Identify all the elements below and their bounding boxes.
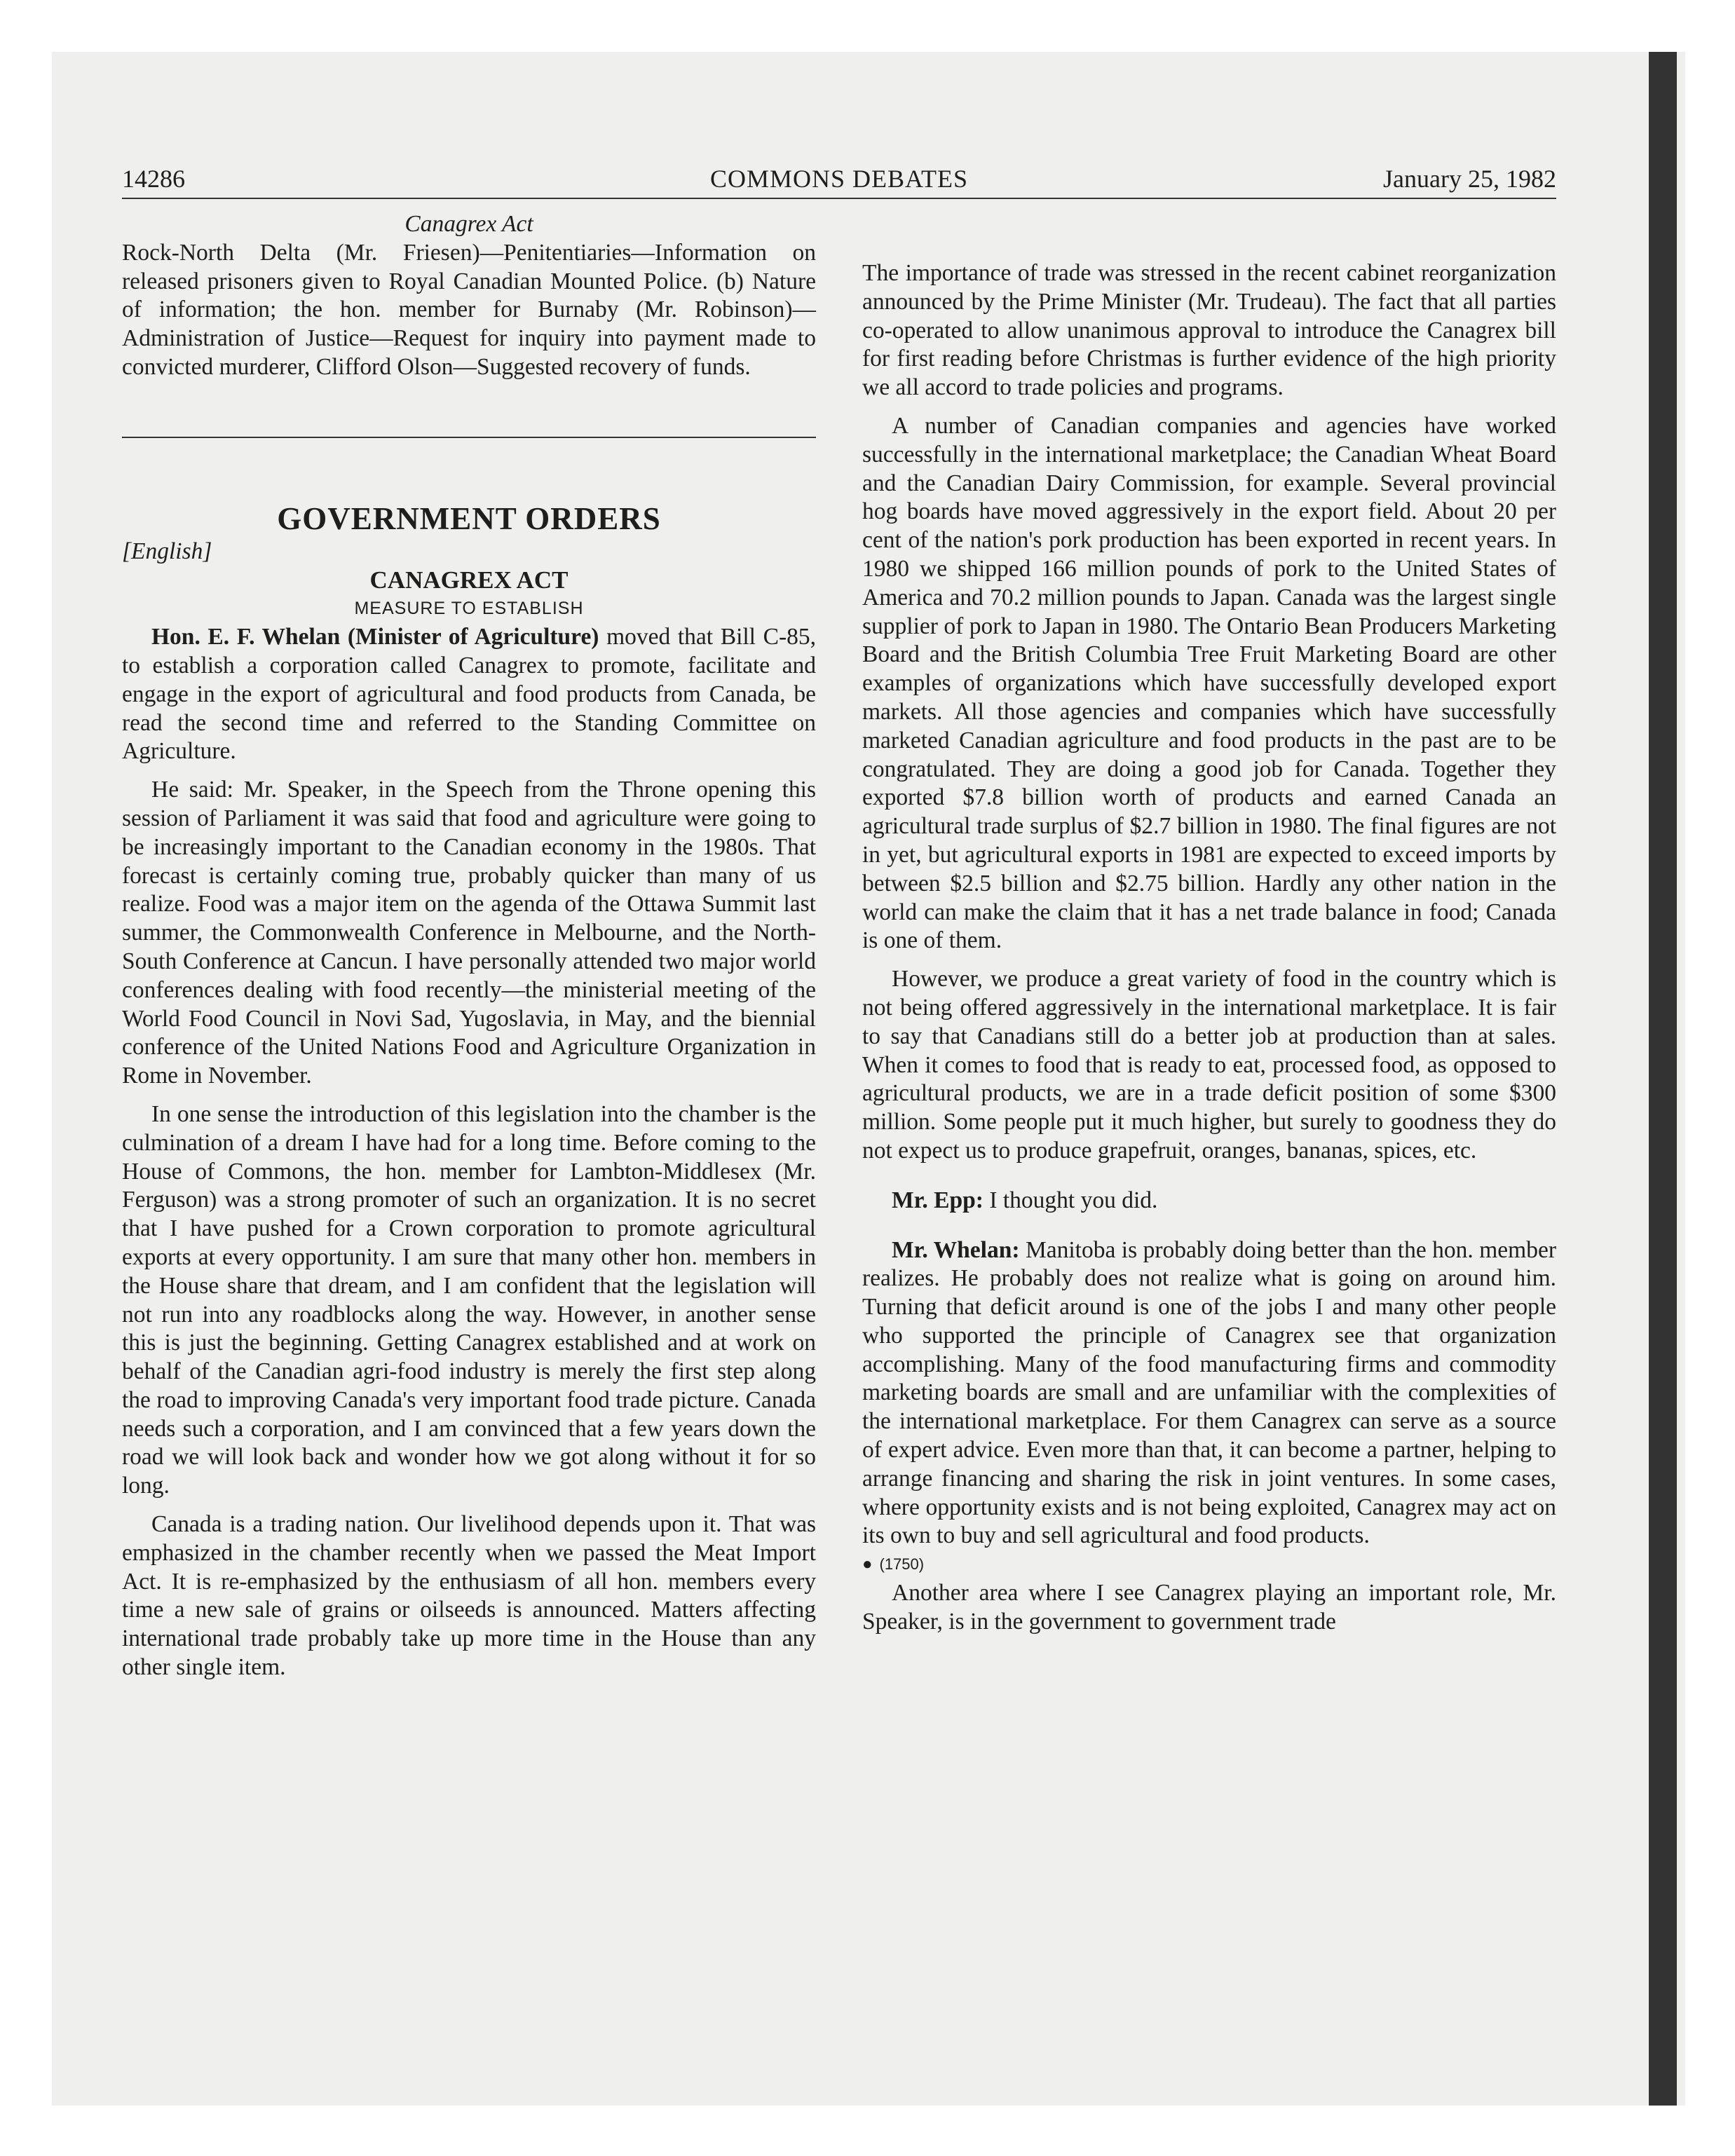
paragraph: Another area where I see Canagrex playing an important role, Mr. Speaker, is in the government to government trade <box>862 1580 1556 1635</box>
motion-paragraph <box>122 623 816 766</box>
time-marker <box>862 1550 1556 1579</box>
language-tag: [English] <box>122 538 212 564</box>
section-title: GOVERNMENT ORDERS <box>277 500 661 536</box>
act-subtitle: MEASURE TO ESTABLISH <box>354 599 584 619</box>
speaker-name: Hon. E. F. Whelan (Minister of Agriculture) <box>151 624 599 650</box>
time-marker-text: (1750) <box>879 1555 925 1574</box>
speech-paragraph <box>862 1236 1556 1551</box>
interjection-text: I thought you did. <box>983 1187 1158 1213</box>
speaker-name: Mr. Whelan: <box>892 1236 1020 1263</box>
act-title: CANAGREX ACT <box>369 566 569 594</box>
speech-text: Manitoba is probably doing better than the hon. member realizes. He probably does not realize what is going on around him. Turning that deficit around is one of the jobs I and many other people who supported the principle of Canagrex see that organization accomplishing. Many of the food manufacturing firms and commodity marketing boards are small and are unfamiliar with the complexities of the international marketplace. For them Canagrex can serve as a source of expert advice. Even more than that, it can become a partner, helping to arrange financing and sharing the risk in joint ventures. In some cases, where opportunity exists and is not being exploited, Canagrex may act on its own to buy and sell agricultural and food products. <box>862 1236 1557 1549</box>
intro-paragraph: Rock-North Delta (Mr. Friesen)—Penitentiaries—Information on released prisoners given to Royal Canadian Mounted Police. (b) Nature of information; the hon. member for Burnaby (Mr. Robinson)—Administration of Justice—Request for inquiry into payment made to convicted murderer, Clifford Olson—Suggested recovery of funds. <box>122 239 816 380</box>
paragraph: Canada is a trading nation. Our livelihood depends upon it. That was emphasized in the chamber recently when we passed the Meat Import Act. It is re-emphasized by the enthusiasm of all hon. members every time a new sale of grains or oilseeds is announced. Matters affecting international trade probably take up more time in the House than any other single item. <box>122 1511 816 1681</box>
paragraph: However, we produce a great variety of food in the country which is not being offered aggressively in the international marketplace. It is fair to say that Canadians still do a better job at production than at sales. When it comes to food that is ready to eat, processed food, as opposed to agricultural products, we are in a trade deficit position of some $300 million. Some people put it much higher, but surely to goodness they do not expect us to produce grapefruit, oranges, bananas, spices, etc. <box>862 966 1556 1164</box>
running-header <box>122 161 1556 199</box>
document-page <box>122 161 1556 1928</box>
running-title: Canagrex Act <box>404 211 533 237</box>
motion-text: moved that Bill C-85, to establish a corporation called Canagrex to promote, facilitate and engage in the export of agricultural and food products from Canada, be read the second time and referred to the Standing Committee on Agriculture. <box>122 624 816 765</box>
left-column <box>122 210 816 1682</box>
paragraph: A number of Canadian companies and agencies have worked successfully in the international marketplace; the Canadian Wheat Board and the Canadian Dairy Commission, for example. Several provincial hog boards have moved aggressively in the export field. About 20 per cent of the nation's pork production has been exported in recent years. In 1980 we shipped 166 million pounds of pork to the United States of America and 70.2 million pounds to Japan. Canada was the largest single supplier of pork to Japan in 1980. The Ontario Bean Producers Marketing Board and the British Columbia Tree Fruit Marketing Board are other examples of organizations which have successfully developed export markets. All those agencies and companies which have successfully marketed Canadian agriculture and food products in the past are to be congratulated. They are doing a good job for Canada. Together they exported $7.8 billion worth of products and earned Canada an agricultural trade surplus of $2.7 billion in 1980. The final figures are not in yet, but agricultural exports in 1981 are expected to exceed imports by between $2.5 billion and $2.75 billion. Hardly any other nation in the world can make the claim that it has a net trade balance in food; Canada is one of them. <box>862 412 1556 954</box>
issue-date: January 25, 1982 <box>1383 165 1556 193</box>
scan-edge-bar <box>1649 52 1677 2106</box>
speaker-name: Mr. Epp: <box>892 1187 984 1213</box>
paragraph: In one sense the introduction of this legislation into the chamber is the culmination of a dream I have had for a long time. Before coming to the House of Commons, the hon. member for Lambton-Middlesex (Mr. Ferguson) was a strong promoter of such an organization. It is no secret that I have pushed for a Crown corporation to promote agricultural exports at every opportunity. I am sure that many other hon. members in the House share that dream, and I am confident that the legislation will not run into any roadblocks along the way. However, in another sense this is just the beginning. Getting Canagrex established and at work on behalf of the Canadian agri-food industry is merely the first step along the road to improving Canada's very important food trade picture. Canada needs such a corporation, and I am convinced that a few years down the road we will look back and wonder how we got along without it for so long. <box>122 1100 816 1499</box>
paragraph: The importance of trade was stressed in the recent cabinet reorganization announced by the Prime Minister (Mr. Trudeau). The fact that all parties co-operated to allow unanimous approval to introduce the Canagrex bill for first reading before Christmas is further evidence of the high priority we all accord to trade policies and programs. <box>862 260 1556 401</box>
right-column <box>862 259 1556 1637</box>
interjection-paragraph <box>862 1187 1556 1215</box>
page-number: 14286 <box>122 165 185 193</box>
section-divider <box>122 437 816 438</box>
publication-title: COMMONS DEBATES <box>709 165 969 193</box>
paragraph: He said: Mr. Speaker, in the Speech from the Throne opening this session of Parliament it was said that food and agriculture were going to be increasingly important to the Canadian economy in the 1980s. That forecast is certainly coming true, probably quicker than many of us realize. Food was a major item on the agenda of the Ottawa Summit last summer, the Commonwealth Conference in Melbourne, and the North-South Conference at Cancun. I have personally attended two major world conferences dealing with food recently—the ministerial meeting of the World Food Council in Novi Sad, Yugoslavia, in May, and the biennial conference of the United Nations Food and Agriculture Organization in Rome in November. <box>122 777 816 1089</box>
bullet-icon: ● <box>862 1555 873 1574</box>
